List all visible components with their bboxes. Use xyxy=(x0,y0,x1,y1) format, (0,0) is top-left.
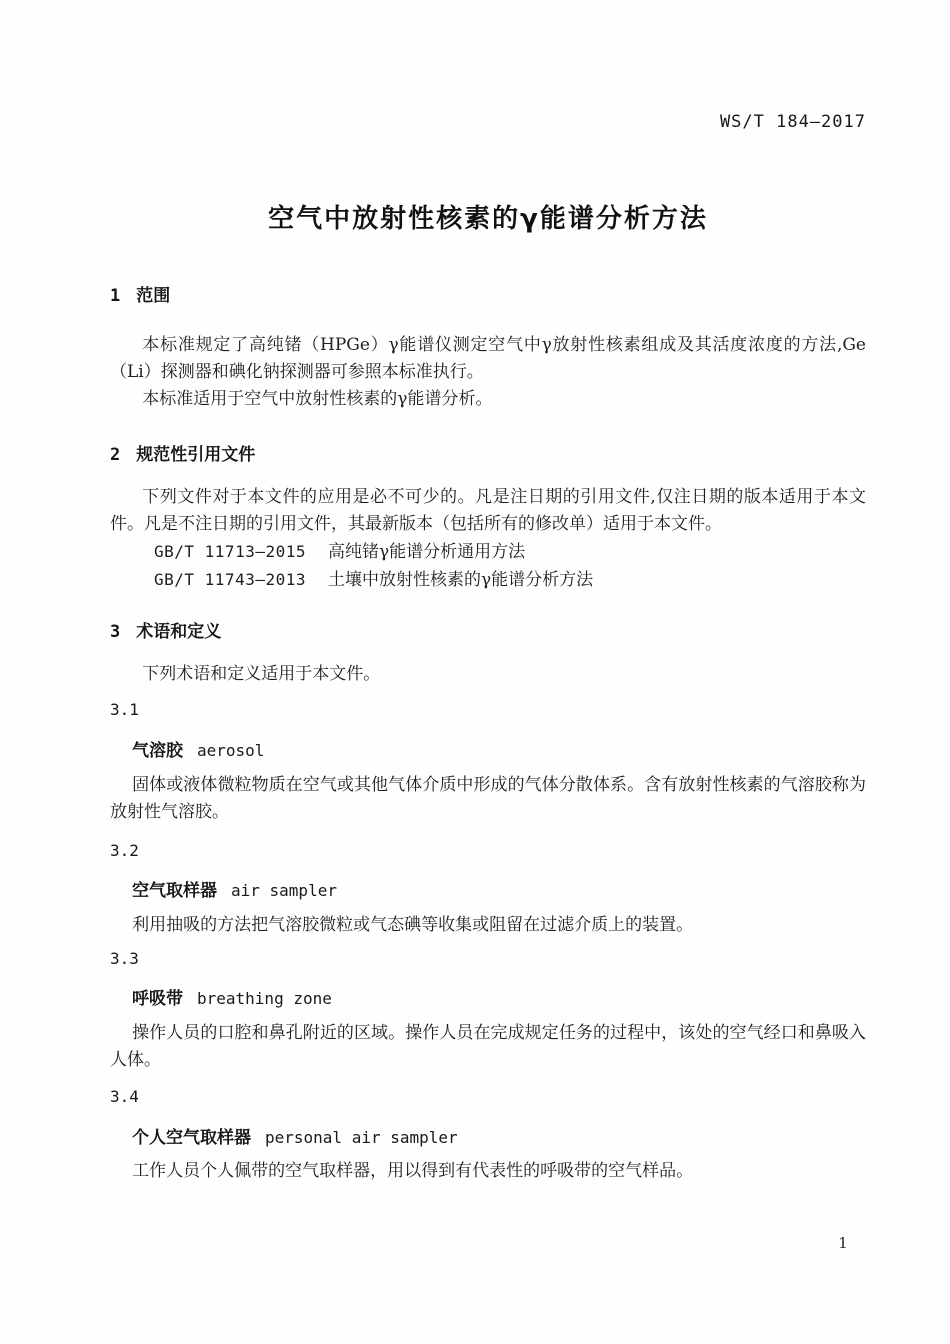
paragraph: 本标准适用于空气中放射性核素的γ能谱分析。 xyxy=(142,389,493,409)
term-3-3-definition xyxy=(110,1020,866,1074)
term-3-1-number: 3.1 xyxy=(110,700,139,719)
term-3-2-number: 3.2 xyxy=(110,841,139,860)
reference-item xyxy=(154,566,866,594)
section-2-heading xyxy=(110,440,866,465)
term-en-label: aerosol xyxy=(197,741,265,760)
section-3-intro xyxy=(110,661,866,688)
section-2-body xyxy=(110,484,866,594)
section-1-title: 范围 xyxy=(136,286,171,306)
term-zh-label: 呼吸带 xyxy=(132,989,183,1009)
paragraph: 工作人员个人佩带的空气取样器，用以得到有代表性的呼吸带的空气样品。 xyxy=(132,1161,694,1181)
doc-standard-number: WS/T 184—2017 xyxy=(719,112,866,132)
paragraph: 下列文件对于本文件的应用是必不可少的。凡是注日期的引用文件,仅注日期的版本适用于本文件。凡是不注日期的引用文件，其最新版本（包括所有的修改单）适用于本文件。 xyxy=(110,487,866,534)
term-en-label: breathing zone xyxy=(197,989,332,1008)
term-3-4-heading xyxy=(110,1123,888,1148)
paragraph: 固体或液体微粒物质在空气或其他气体介质中形成的气体分散体系。含有放射性核素的气溶胶称为放射性气溶胶。 xyxy=(110,775,866,822)
paragraph: 操作人员的口腔和鼻孔附近的区域。操作人员在完成规定任务的过程中，该处的空气经口和鼻吸入人体。 xyxy=(110,1023,866,1070)
page-number: 1 xyxy=(838,1234,848,1252)
term-en-label: personal air sampler xyxy=(265,1128,458,1147)
normative-references xyxy=(110,538,866,594)
term-3-1-definition xyxy=(110,772,866,826)
doc-title: 空气中放射性核素的γ能谱分析方法 xyxy=(268,204,708,234)
term-3-3-heading xyxy=(110,984,888,1009)
section-1-body xyxy=(110,332,866,413)
section-3-number: 3 xyxy=(110,622,121,642)
term-3-3-number: 3.3 xyxy=(110,949,139,968)
term-zh-label: 个人空气取样器 xyxy=(132,1128,251,1148)
term-zh-label: 空气取样器 xyxy=(132,881,217,901)
paragraph: 下列术语和定义适用于本文件。 xyxy=(142,664,381,684)
section-2-number: 2 xyxy=(110,445,121,465)
term-3-4-number: 3.4 xyxy=(110,1087,139,1106)
paragraph: 本标准规定了高纯锗（HPGe）γ能谱仪测定空气中γ放射性核素组成及其活度浓度的方法,Ge（Li）探测器和碘化钠探测器可参照本标准执行。 xyxy=(110,335,866,382)
section-1-heading xyxy=(110,281,866,306)
term-en-label: air sampler xyxy=(231,881,337,900)
section-1-number: 1 xyxy=(110,286,121,306)
term-3-4-definition xyxy=(110,1158,866,1185)
reference-code: GB/T 11713—2015 xyxy=(154,542,306,561)
reference-title: 土壤中放射性核素的γ能谱分析方法 xyxy=(328,570,594,590)
paragraph: 利用抽吸的方法把气溶胶微粒或气态碘等收集或阻留在过滤介质上的装置。 xyxy=(132,915,694,935)
reference-item xyxy=(154,538,866,566)
section-2-title: 规范性引用文件 xyxy=(136,445,256,465)
section-3-heading xyxy=(110,617,866,642)
term-3-2-definition xyxy=(110,912,866,939)
term-3-2-heading xyxy=(110,876,888,901)
reference-title: 高纯锗γ能谱分析通用方法 xyxy=(328,542,526,562)
term-3-1-heading xyxy=(110,736,888,761)
term-zh-label: 气溶胶 xyxy=(132,741,183,761)
section-3-title: 术语和定义 xyxy=(136,622,222,642)
reference-code: GB/T 11743—2013 xyxy=(154,570,306,589)
